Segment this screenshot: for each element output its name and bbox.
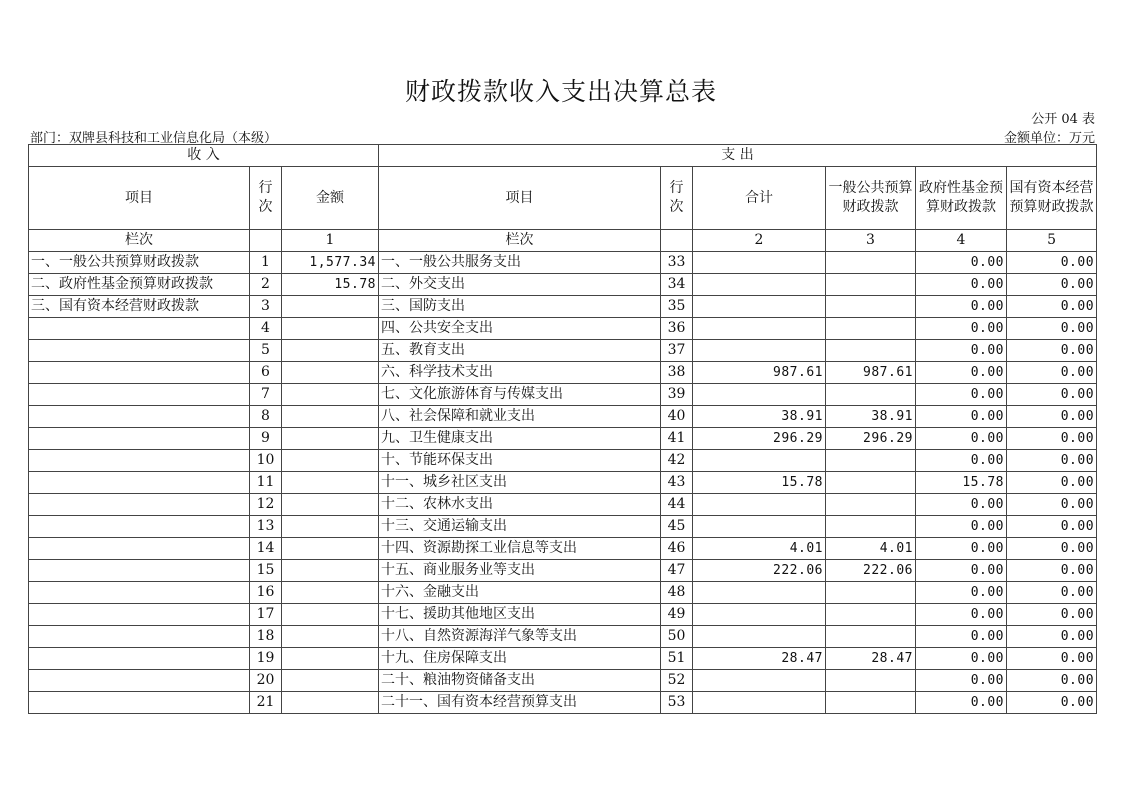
income-amount-cell [282,692,379,714]
income-item-cell [29,450,250,472]
expense-item-cell: 十一、城乡社区支出 [379,472,661,494]
income-amount-cell [282,670,379,692]
gov-fund-cell: 0.00 [916,450,1007,472]
expense-row-no-cell: 52 [661,670,693,692]
table-row [29,450,1097,472]
general-budget-cell: 4.01 [826,538,916,560]
state-capital-cell: 0.00 [1007,428,1097,450]
expense-item-cell: 十四、资源勘探工业信息等支出 [379,538,661,560]
income-amount-cell [282,538,379,560]
gov-fund-cell: 0.00 [916,560,1007,582]
income-item-cell [29,560,250,582]
general-budget-cell [826,296,916,318]
expense-row-no-cell: 33 [661,252,693,274]
income-row-no-cell: 5 [250,340,282,362]
state-capital-cell: 0.00 [1007,626,1097,648]
income-item-cell [29,538,250,560]
expense-item-cell: 十三、交通运输支出 [379,516,661,538]
state-capital-cell: 0.00 [1007,318,1097,340]
general-budget-cell [826,384,916,406]
expense-row-no-cell: 53 [661,692,693,714]
total-cell: 28.47 [693,648,826,670]
expense-row-no-cell: 49 [661,604,693,626]
income-row-no-cell: 16 [250,582,282,604]
expense-item-cell: 二十、粮油物资储备支出 [379,670,661,692]
total-cell [693,670,826,692]
table-row [29,252,1097,274]
income-row-no-cell: 10 [250,450,282,472]
general-budget-cell [826,582,916,604]
table-row [29,560,1097,582]
gov-fund-cell: 0.00 [916,274,1007,296]
income-item-cell [29,406,250,428]
income-amount-cell [282,648,379,670]
state-capital-cell: 0.00 [1007,560,1097,582]
gov-fund-cell: 0.00 [916,406,1007,428]
gov-fund-cell: 0.00 [916,428,1007,450]
income-row-no-cell: 18 [250,626,282,648]
gov-fund-cell: 0.00 [916,384,1007,406]
state-capital-cell: 0.00 [1007,406,1097,428]
general-budget-cell [826,274,916,296]
total-cell [693,516,826,538]
state-capital-cell: 0.00 [1007,252,1097,274]
total-cell [693,604,826,626]
income-row-no-cell: 3 [250,296,282,318]
gov-fund-cell: 15.78 [916,472,1007,494]
expense-row-no-cell: 50 [661,626,693,648]
expense-row-no-cell: 36 [661,318,693,340]
income-item-cell [29,494,250,516]
income-row-no-cell: 17 [250,604,282,626]
expense-item-cell: 十六、金融支出 [379,582,661,604]
general-budget-cell: 296.29 [826,428,916,450]
state-capital-cell: 0.00 [1007,494,1097,516]
expense-row-no-cell: 35 [661,296,693,318]
income-amount-cell [282,428,379,450]
gov-fund-cell: 0.00 [916,692,1007,714]
expense-item-cell: 一、一般公共服务支出 [379,252,661,274]
general-budget-cell [826,252,916,274]
income-row-no-cell: 20 [250,670,282,692]
total-cell [693,340,826,362]
state-capital-cell: 0.00 [1007,648,1097,670]
table-row [29,516,1097,538]
general-budget-cell: 28.47 [826,648,916,670]
table-row [29,648,1097,670]
state-capital-cell: 0.00 [1007,472,1097,494]
column-header-row [29,167,1097,230]
gov-fund-cell: 0.00 [916,340,1007,362]
income-item-cell [29,472,250,494]
expense-row-no-cell: 44 [661,494,693,516]
income-item-cell [29,582,250,604]
general-budget-cell [826,670,916,692]
gov-fund-cell: 0.00 [916,252,1007,274]
income-amount-cell [282,340,379,362]
total-cell: 38.91 [693,406,826,428]
expense-item-cell: 二、外交支出 [379,274,661,296]
income-amount-cell [282,296,379,318]
gov-fund-cell: 0.00 [916,538,1007,560]
table-row [29,274,1097,296]
income-row-no-cell: 6 [250,362,282,384]
table-row [29,582,1097,604]
total-cell: 15.78 [693,472,826,494]
expense-row-no-header-text: 行次 [669,180,684,215]
total-cell [693,384,826,406]
income-amount-cell: 1,577.34 [282,252,379,274]
total-header: 合计 [693,167,826,230]
total-cell [693,274,826,296]
expense-item-cell: 十七、援助其他地区支出 [379,604,661,626]
expense-item-cell: 八、社会保障和就业支出 [379,406,661,428]
income-section-header: 收 入 [29,145,379,167]
income-row-no-cell: 15 [250,560,282,582]
gov-fund-cell: 0.00 [916,516,1007,538]
state-capital-cell: 0.00 [1007,296,1097,318]
general-budget-cell [826,626,916,648]
expense-col-index-blank [661,230,693,252]
table-row [29,384,1097,406]
total-cell [693,252,826,274]
state-capital-cell: 0.00 [1007,516,1097,538]
income-item-cell [29,516,250,538]
state-capital-cell: 0.00 [1007,274,1097,296]
table-row [29,340,1097,362]
table-row [29,472,1097,494]
total-cell [693,318,826,340]
general-budget-cell [826,604,916,626]
general-budget-cell [826,318,916,340]
state-capital-cell: 0.00 [1007,582,1097,604]
income-row-no-cell: 21 [250,692,282,714]
income-amount-cell [282,516,379,538]
total-cell [693,450,826,472]
income-row-no-cell: 13 [250,516,282,538]
income-row-no-cell: 4 [250,318,282,340]
income-amount-cell [282,494,379,516]
income-amount-header: 金额 [282,167,379,230]
expense-col-label: 栏次 [379,230,661,252]
table-row [29,604,1097,626]
expense-row-no-cell: 42 [661,450,693,472]
gov-fund-cell: 0.00 [916,362,1007,384]
expense-item-cell: 十九、住房保障支出 [379,648,661,670]
income-amount-cell [282,318,379,340]
general-budget-cell [826,494,916,516]
income-amount-cell [282,406,379,428]
col-index-5: 5 [1007,230,1097,252]
expense-item-cell: 七、文化旅游体育与传媒支出 [379,384,661,406]
income-item-cell: 三、国有资本经营财政拨款 [29,296,250,318]
department-label: 部门：双牌县科技和工业信息化局（本级） [30,131,278,146]
income-row-no-cell: 14 [250,538,282,560]
expense-item-cell: 九、卫生健康支出 [379,428,661,450]
income-item-cell [29,318,250,340]
state-capital-cell: 0.00 [1007,450,1097,472]
expense-item-header: 项目 [379,167,661,230]
general-budget-header: 一般公共预算财政拨款 [826,167,916,230]
col-index-1: 1 [282,230,379,252]
state-capital-cell: 0.00 [1007,670,1097,692]
col-index-3: 3 [826,230,916,252]
column-index-row [29,230,1097,252]
expense-row-no-cell: 41 [661,428,693,450]
income-item-cell [29,362,250,384]
expense-row-no-cell: 38 [661,362,693,384]
expense-item-cell: 十八、自然资源海洋气象等支出 [379,626,661,648]
income-row-no-header-text: 行次 [258,180,273,215]
gov-fund-cell: 0.00 [916,318,1007,340]
income-item-cell [29,604,250,626]
table-row [29,670,1097,692]
income-item-cell [29,340,250,362]
income-item-cell [29,384,250,406]
income-amount-cell [282,604,379,626]
expense-section-header: 支 出 [379,145,1097,167]
state-capital-cell: 0.00 [1007,538,1097,560]
general-budget-cell [826,450,916,472]
state-capital-cell: 0.00 [1007,384,1097,406]
income-row-no-cell: 9 [250,428,282,450]
total-cell [693,582,826,604]
form-code: 公开 04 表 [1031,112,1095,127]
income-row-no-cell: 8 [250,406,282,428]
gov-fund-cell: 0.00 [916,626,1007,648]
general-budget-cell [826,516,916,538]
state-capital-cell: 0.00 [1007,362,1097,384]
table-row [29,626,1097,648]
income-item-cell [29,692,250,714]
col-index-2: 2 [693,230,826,252]
total-cell [693,626,826,648]
state-capital-cell: 0.00 [1007,340,1097,362]
income-amount-cell [282,362,379,384]
expense-row-no-cell: 34 [661,274,693,296]
expense-item-cell: 十、节能环保支出 [379,450,661,472]
expense-item-cell: 六、科学技术支出 [379,362,661,384]
page-title: 财政拨款收入支出决算总表 [404,77,717,106]
gov-fund-cell: 0.00 [916,604,1007,626]
gov-fund-header: 政府性基金预算财政拨款 [916,167,1007,230]
total-cell [693,296,826,318]
state-capital-cell: 0.00 [1007,692,1097,714]
income-item-header: 项目 [29,167,250,230]
income-row-no-cell: 11 [250,472,282,494]
gov-fund-cell: 0.00 [916,494,1007,516]
table-row [29,318,1097,340]
gov-fund-cell: 0.00 [916,648,1007,670]
income-item-cell: 二、政府性基金预算财政拨款 [29,274,250,296]
general-budget-cell: 987.61 [826,362,916,384]
expense-row-no-cell: 48 [661,582,693,604]
income-amount-cell [282,384,379,406]
general-budget-cell [826,340,916,362]
income-row-no-cell: 7 [250,384,282,406]
income-amount-cell [282,626,379,648]
expense-row-no-cell: 37 [661,340,693,362]
expense-row-no-cell: 40 [661,406,693,428]
income-item-cell [29,648,250,670]
income-col-index-blank [250,230,282,252]
income-row-no-cell: 12 [250,494,282,516]
income-amount-cell [282,582,379,604]
expense-item-cell: 十二、农林水支出 [379,494,661,516]
table-row [29,362,1097,384]
expense-row-no-cell: 43 [661,472,693,494]
income-row-no-cell: 2 [250,274,282,296]
income-amount-cell [282,450,379,472]
expense-item-cell: 二十一、国有资本经营预算支出 [379,692,661,714]
income-row-no-cell: 19 [250,648,282,670]
gov-fund-cell: 0.00 [916,670,1007,692]
total-cell [693,692,826,714]
total-cell: 296.29 [693,428,826,450]
table-row [29,692,1097,714]
expense-row-no-cell: 47 [661,560,693,582]
table-row [29,494,1097,516]
income-amount-cell: 15.78 [282,274,379,296]
table-row [29,428,1097,450]
expense-item-cell: 三、国防支出 [379,296,661,318]
state-capital-cell: 0.00 [1007,604,1097,626]
income-amount-cell [282,472,379,494]
general-budget-cell [826,472,916,494]
expense-row-no-header [661,167,693,230]
income-item-cell [29,428,250,450]
expense-row-no-cell: 46 [661,538,693,560]
income-col-label: 栏次 [29,230,250,252]
table-row [29,296,1097,318]
total-cell [693,494,826,516]
gov-fund-cell: 0.00 [916,582,1007,604]
income-item-cell: 一、一般公共预算财政拨款 [29,252,250,274]
income-item-cell [29,670,250,692]
income-row-no-cell: 1 [250,252,282,274]
total-cell: 987.61 [693,362,826,384]
section-header-row [29,145,1097,167]
general-budget-cell [826,692,916,714]
total-cell: 4.01 [693,538,826,560]
expense-row-no-cell: 39 [661,384,693,406]
general-budget-cell: 38.91 [826,406,916,428]
unit-label: 金额单位：万元 [1003,131,1095,146]
income-item-cell [29,626,250,648]
gov-fund-cell: 0.00 [916,296,1007,318]
table-row [29,538,1097,560]
expense-item-cell: 五、教育支出 [379,340,661,362]
expense-row-no-cell: 51 [661,648,693,670]
income-row-no-header [250,167,282,230]
col-index-4: 4 [916,230,1007,252]
expense-item-cell: 十五、商业服务业等支出 [379,560,661,582]
general-budget-cell: 222.06 [826,560,916,582]
state-capital-header: 国有资本经营预算财政拨款 [1007,167,1097,230]
expense-item-cell: 四、公共安全支出 [379,318,661,340]
total-cell: 222.06 [693,560,826,582]
income-amount-cell [282,560,379,582]
table-row [29,406,1097,428]
expense-row-no-cell: 45 [661,516,693,538]
budget-table [28,144,1097,714]
